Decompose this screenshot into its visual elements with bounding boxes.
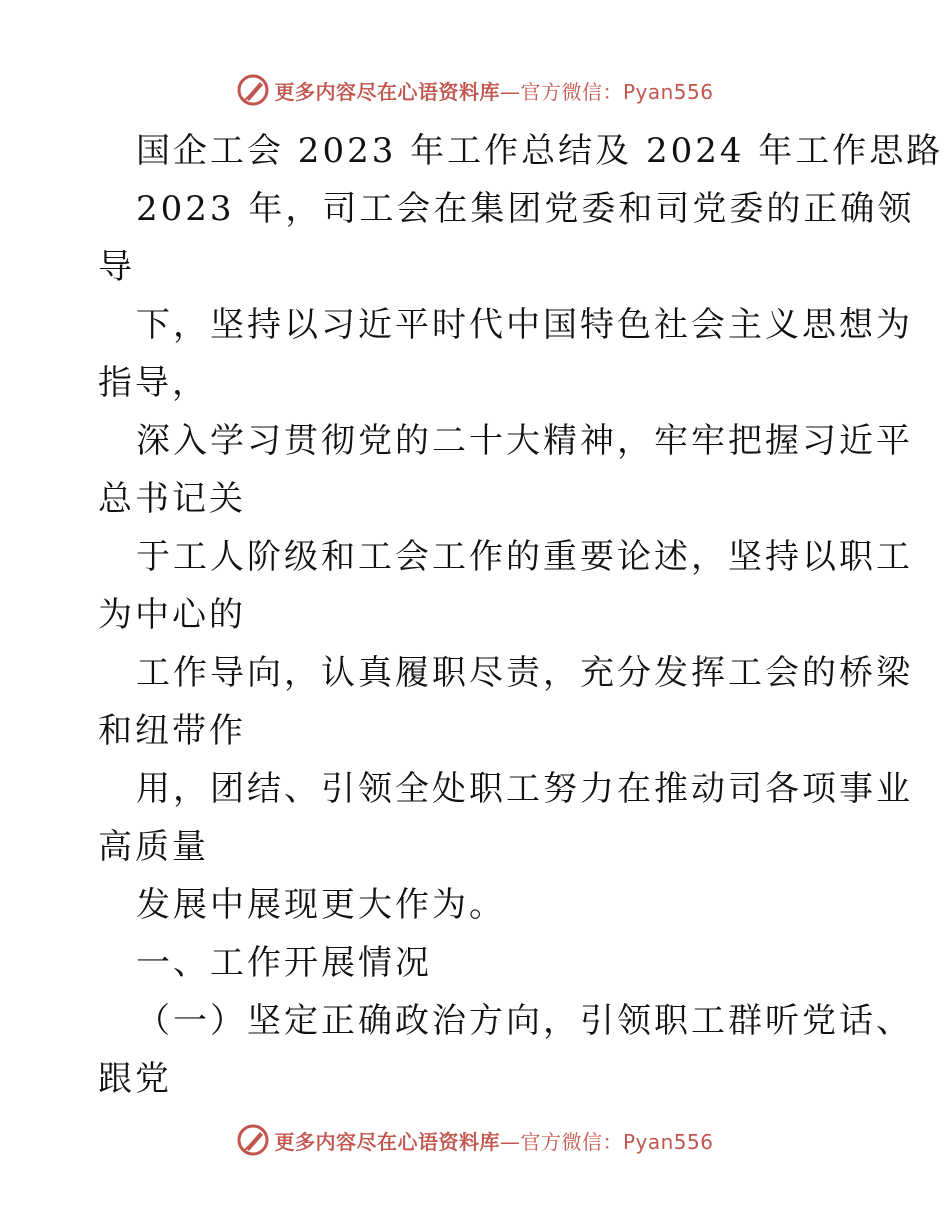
watermark-contact-text: 官方微信：Pyan556 <box>520 79 714 104</box>
quill-logo-icon <box>236 1123 270 1157</box>
header-watermark <box>0 70 950 110</box>
paragraph-line: 为中心的 <box>98 595 246 635</box>
paragraph-line: 总书记关 <box>98 479 246 519</box>
paragraph-line: 导 <box>98 247 135 287</box>
subsection-heading: （一）坚定正确政治方向，引领职工群听党话、 <box>136 1001 913 1041</box>
document-title: 国企工会 2023 年工作总结及 2024 年工作思路 <box>136 131 944 171</box>
paragraph-line: 深入学习贯彻党的二十大精神，牢牢把握习近平 <box>136 421 913 461</box>
paragraph-line: 下，坚持以习近平时代中国特色社会主义思想为 <box>136 305 913 345</box>
document-body <box>98 122 944 1108</box>
paragraph-line: 高质量 <box>98 827 209 867</box>
section-heading: 一、工作开展情况 <box>136 943 432 983</box>
watermark-text <box>274 1126 713 1155</box>
footer-watermark <box>0 1120 950 1160</box>
paragraph-line: 跟党 <box>98 1059 172 1099</box>
paragraph-line: 工作导向，认真履职尽责，充分发挥工会的桥梁 <box>136 653 913 693</box>
paragraph-line: 和纽带作 <box>98 711 246 751</box>
watermark-separator: — <box>499 1129 521 1154</box>
paragraph-line: 2023 年，司工会在集团党委和司党委的正确领 <box>136 189 915 229</box>
watermark-text <box>274 76 713 105</box>
paragraph-line: 发展中展现更大作为。 <box>136 885 506 925</box>
paragraph-line: 指导， <box>98 363 209 403</box>
watermark-main-text: 更多内容尽在心语资料库 <box>274 79 500 104</box>
watermark-separator: — <box>499 79 521 104</box>
paragraph-line: 用，团结、引领全处职工努力在推动司各项事业 <box>136 769 913 809</box>
quill-logo-icon <box>236 73 270 107</box>
watermark-main-text: 更多内容尽在心语资料库 <box>274 1129 500 1154</box>
paragraph-line: 于工人阶级和工会工作的重要论述，坚持以职工 <box>136 537 913 577</box>
watermark-contact-text: 官方微信：Pyan556 <box>520 1129 714 1154</box>
